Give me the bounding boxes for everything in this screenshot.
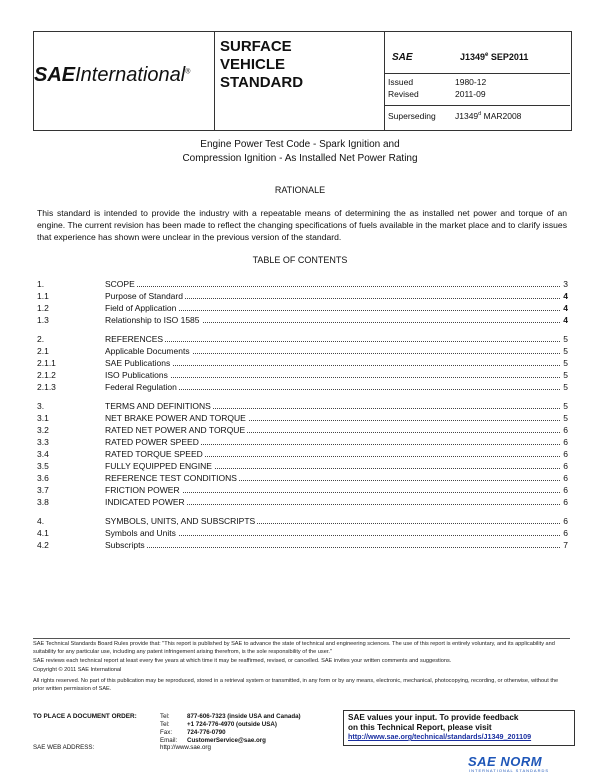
toc-entry-number: 3.8 [37,497,49,507]
email-value[interactable]: CustomerService@sae.org [187,737,266,744]
toc-leader-dots [107,377,560,378]
toc-entry[interactable] [37,278,568,290]
toc-leader-dots [107,286,560,287]
toc-entry-page: 3 [563,279,568,289]
document-title [0,138,600,166]
toc-entry-number: 1.2 [37,303,49,313]
toc-entry[interactable] [37,314,568,326]
tel2-label: Tel: [160,721,170,728]
toc-entry-page: 4 [563,303,568,313]
toc-entry[interactable] [37,515,568,527]
toc-entry-number: 1.3 [37,315,49,325]
fax-label: Fax: [160,729,173,736]
toc-entry-page: 5 [563,334,568,344]
toc-entry[interactable] [37,448,568,460]
rationale-heading: RATIONALE [274,185,326,195]
watermark-logo: SAE NORM [468,754,543,769]
standard-line-1: SURFACE [220,38,292,55]
toc-entry-title: Relationship to ISO 1585 [105,315,200,325]
toc-entry-title: FRICTION POWER [105,485,180,495]
toc-entry-page: 6 [563,437,568,447]
feedback-link[interactable]: http://www.sae.org/technical/standards/J1349_201109 [348,732,532,741]
toc-entry-title: Federal Regulation [105,382,177,392]
standard-type [220,38,303,92]
toc-entry-page: 4 [563,291,568,301]
toc-entry-page: 6 [563,461,568,471]
toc-entry-page: 5 [563,346,568,356]
toc-entry[interactable] [37,357,568,369]
toc-entry-page: 7 [563,540,568,550]
toc-entry-number: 4.2 [37,540,49,550]
standard-line-2: VEHICLE [220,56,286,73]
toc-entry-page: 6 [563,425,568,435]
toc-entry-page: 6 [563,485,568,495]
toc-entry-title: RATED POWER SPEED [105,437,199,447]
toc-entry-number: 3.5 [37,461,49,471]
order-label: TO PLACE A DOCUMENT ORDER: [33,713,137,720]
toc-entry-title: SCOPE [105,279,135,289]
toc-entry-title: SAE Publications [105,358,171,368]
toc-entry-page: 6 [563,449,568,459]
revised-label: Revised [388,89,419,99]
toc-entry-page: 5 [563,358,568,368]
toc-entry-page: 5 [563,401,568,411]
contact-labels [160,713,177,745]
toc-entry-number: 2.1.2 [37,370,56,380]
header-rule-1 [384,73,570,74]
toc-entry-number: 3.6 [37,473,49,483]
header-rule-2 [384,105,570,106]
tel2-value: +1 724-776-4970 (outside USA) [187,721,277,728]
sae-mark: SAE [392,52,413,63]
toc-entry-page: 4 [563,315,568,325]
sae-logo: SAEInternational® [34,64,191,86]
toc-entry-title: REFERENCE TEST CONDITIONS [105,473,237,483]
toc-entry-title: INDICATED POWER [105,497,185,507]
document-number: J1349e SEP2011 [460,52,529,62]
toc-heading: TABLE OF CONTENTS [252,255,348,265]
header-divider-right [384,32,385,130]
toc-entry-title: SYMBOLS, UNITS, AND SUBSCRIPTS [105,516,256,526]
toc-entry[interactable] [37,472,568,484]
superseding-value: J1349$^d$ MAR2008 [455,111,522,121]
toc-entry[interactable] [37,539,568,551]
toc-entry-number: 2.1 [37,346,49,356]
rights-paragraph: All rights reserved. No part of this publication may be reproduced, stored in a retrieval system or transmitted, in any form or by any means, electronic, mechanical, photocopying, recording, or otherwise, without the prior written permission of SAE. [33,678,559,692]
toc-entry-number: 4. [37,516,45,526]
toc-entry-page: 6 [563,516,568,526]
toc-entry[interactable] [37,302,568,314]
toc-entry[interactable] [37,333,568,345]
toc-entry-title: Applicable Documents [105,346,190,356]
contact-values [187,713,301,745]
toc-entry-title: Purpose of Standard [105,291,183,301]
toc-entry-title: FULLY EQUIPPED ENGINE [105,461,212,471]
review-paragraph: SAE reviews each technical report at least every five years at which time it may be reaffirmed, revised, or cancelled. SAE invites your written comments and suggestions. [33,658,452,664]
toc-entry-title: NET BRAKE POWER AND TORQUE [105,413,246,423]
toc-leader-dots [107,547,560,548]
toc-entry[interactable] [37,496,568,508]
toc-entry-title: RATED NET POWER AND TORQUE [105,425,246,435]
title-line-1: Engine Power Test Code - Spark Ignition and [200,139,400,150]
toc-entry-title: ISO Publications [105,370,168,380]
toc-entry-number: 3.7 [37,485,49,495]
toc-entry-page: 6 [563,528,568,538]
toc-entry-number: 2.1.3 [37,382,56,392]
toc-entry-number: 3.4 [37,449,49,459]
toc-entry-page: 6 [563,497,568,507]
toc-entry-title: Subscripts [105,540,145,550]
fax-value: 724-776-0790 [187,729,226,736]
toc-entry[interactable] [37,400,568,412]
toc-entry-title: RATED TORQUE SPEED [105,449,203,459]
toc-entry[interactable] [37,369,568,381]
rationale-text: This standard is intended to provide the industry with a repeatable means of determining the as installed net power and torque of an engine. The current revision has been made to reflect the changing specifications of fuels available in the market place and to clarify issues that experience has shown were unclear in the previous version of the standard. [37,208,567,242]
feedback-line-1: SAE values your input. To provide feedback [348,713,519,722]
toc-entry-page: 5 [563,382,568,392]
toc-entry[interactable] [37,412,568,424]
toc-entry[interactable] [37,345,568,357]
toc-entry[interactable] [37,460,568,472]
toc-entry-title: REFERENCES [105,334,164,344]
feedback-line-2: on this Technical Report, please visit [348,722,492,732]
feedback-box [343,710,575,746]
toc-entry-number: 3.1 [37,413,49,423]
toc-entry-page: 5 [563,413,568,423]
toc-entry-number: 1. [37,279,45,289]
toc-entry-title: Symbols and Units [105,528,176,538]
toc-leader-dots [107,365,560,366]
tel1-label: Tel: [160,713,170,720]
toc-entry[interactable] [37,290,568,302]
title-line-2: Compression Ignition - As Installed Net Power Rating [182,153,418,164]
toc-entry[interactable] [37,484,568,496]
issued-label: Issued [388,77,414,87]
toc-entry-page: 6 [563,473,568,483]
watermark-subtitle: INTERNATIONAL STANDARDS [469,768,550,773]
toc-entry-number: 4.1 [37,528,49,538]
toc-entry-title: TERMS AND DEFINITIONS [105,401,211,411]
toc-entry-title: Field of Application [105,303,177,313]
toc-entry[interactable] [37,436,568,448]
revised-value: 2011-09 [455,89,486,99]
tel1-value: 877-606-7323 (inside USA and Canada) [187,713,301,720]
email-label: Email: [160,737,178,744]
toc-entry-number: 2. [37,334,45,344]
standard-line-3: STANDARD [220,74,304,91]
footer-rule [33,638,570,639]
toc-entry-page: 5 [563,370,568,380]
toc-entry-number: 3.2 [37,425,49,435]
web-address-value[interactable]: http://www.sae.org [160,744,211,751]
copyright: Copyright © 2011 SAE International [33,667,122,673]
toc-entry[interactable] [37,527,568,539]
toc-entry-number: 3. [37,401,45,411]
toc-entry[interactable] [37,381,568,393]
header-divider-left [214,32,215,130]
rules-paragraph: SAE Technical Standards Board Rules provide that: "This report is published by SAE to advance the state of technical and engineering sciences. The use of this report is entirely voluntary, and its applicability and suitability for any particular use, including any patent infringement arising therefrom, is the sole responsibility of the user." [33,641,555,655]
toc-entry-number: 1.1 [37,291,49,301]
web-address-label: SAE WEB ADDRESS: [33,744,95,751]
issued-value: 1980-12 [455,77,487,87]
toc-entry-number: 3.3 [37,437,49,447]
toc-leader-dots [107,341,560,342]
toc-entry[interactable] [37,424,568,436]
superseding-label: Superseding [388,111,436,121]
toc-entry-number: 2.1.1 [37,358,56,368]
